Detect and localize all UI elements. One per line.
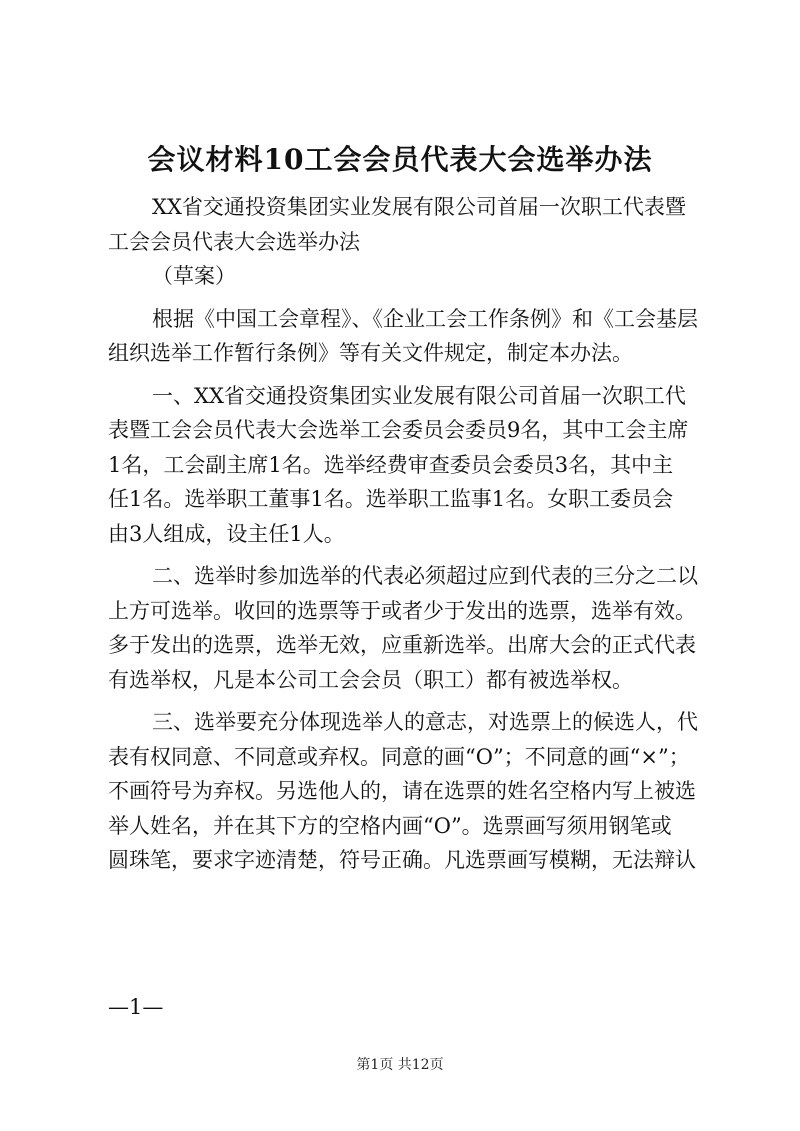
section-1-line-5: 由3人组成，设主任1人。 [108,521,345,546]
preamble-line-1: 根据《中国工会章程》、《企业工会工作条例》和《工会基层 [152,306,698,331]
subtitle-line-1: XX省交通投资集团实业发展有限公司首届一次职工代表暨 [152,195,686,219]
page-footer: 第1页 共12页 [356,1057,444,1073]
document-title: 会议材料10工会会员代表大会选举办法 [147,143,653,176]
subtitle-line-2: 工会会员代表大会选举办法 [108,229,360,254]
section-2-line-4: 有选举权，凡是本公司工会会员（职工）都有被选举权。 [108,667,633,692]
section-2-line-1: 二、选举时参加选举的代表必须超过应到代表的三分之二以 [152,564,698,588]
document-body [108,190,720,878]
section-2-line-2: 上方可选举。收回的选票等于或者少于发出的选票，选举有效。 [108,598,696,623]
section-3-line-5: 圆珠笔，要求字迹清楚，符号正确。凡选票画写模糊，无法辩认 [108,848,696,872]
paragraph-gap [108,551,720,559]
section-3-line-2: 表有权同意、不同意或弃权。同意的画“O”；不同意的画“×”； [108,744,690,769]
section-1-line-1: 一、XX省交通投资集团实业发展有限公司首届一次职工代 [152,383,686,408]
section-2-line-3: 多于发出的选票，选举无效，应重新选举。出席大会的正式代表 [108,633,696,657]
section-3-line-1: 三、选举要充分体现选举人的意志，对选票上的候选人，代 [152,710,698,734]
paragraph-gap [108,294,720,302]
section-1-line-3: 1名，工会副主席1名。选举经费审查委员会委员3名，其中主 [108,452,674,477]
preamble-line-2: 组织选举工作暂行条例》等有关文件规定，制定本办法。 [108,341,633,365]
draft-label: （草案） [152,264,236,288]
section-3-line-3: 不画符号为弃权。另选他人的，请在选票的姓名空格内写上被选 [108,779,696,803]
section-1-line-4: 任1名。选举职工董事1名。选举职工监事1名。女职工委员会 [108,487,674,511]
paragraph-gap [108,697,720,705]
paragraph-gap [108,371,720,379]
section-1-line-2: 表暨工会会员代表大会选举工会委员会委员9名，其中工会主席 [108,418,689,442]
section-3-line-4: 举人姓名，并在其下方的空格内画“O”。选票画写须用钢笔或 [108,813,672,838]
page-number-marker: —1— [108,995,164,1019]
